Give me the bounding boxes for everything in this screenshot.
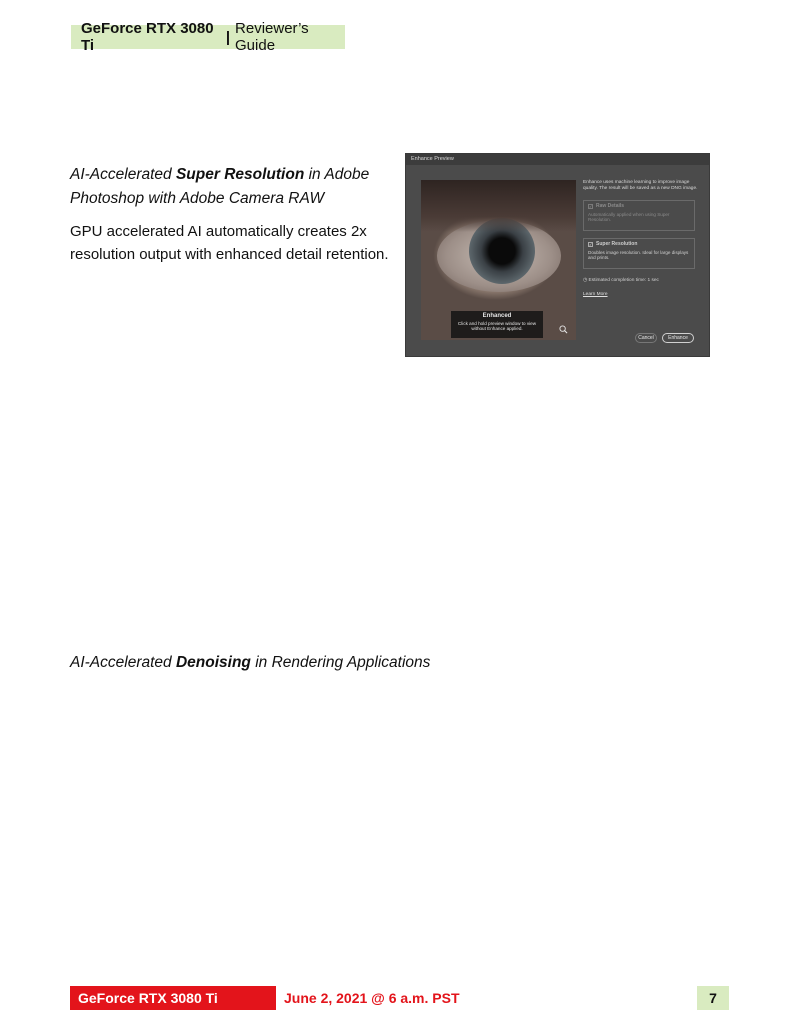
section2-title-bold: Denoising bbox=[175, 654, 251, 671]
super-resolution-label: Super Resolution bbox=[596, 241, 638, 247]
section2-title bbox=[70, 651, 470, 675]
footer-embargo: GeForce RTX 3080 Ti Embargo bbox=[70, 986, 276, 1010]
section1-title-bold: Super Resolution bbox=[175, 166, 305, 183]
section1-title bbox=[70, 163, 390, 211]
learn-more-link[interactable]: Learn More bbox=[583, 292, 608, 297]
raw-details-label: Raw Details bbox=[596, 203, 625, 209]
raw-details-option bbox=[583, 200, 695, 231]
dialog-description: Enhance uses machine learning to improve image quality. The result will be saved as a new DNG image. bbox=[583, 180, 698, 191]
cancel-button[interactable]: Cancel bbox=[635, 333, 657, 343]
section1-title-line2: Photoshop with Adobe Camera RAW bbox=[70, 190, 325, 207]
header-tag bbox=[71, 20, 345, 54]
section1-title-suffix: in Adobe bbox=[304, 166, 370, 183]
clock-icon: ◷ bbox=[583, 278, 588, 283]
dialog-title: Enhance Preview bbox=[406, 154, 709, 165]
header-separator: | bbox=[225, 28, 231, 46]
super-resolution-option[interactable] bbox=[583, 238, 695, 269]
raw-details-checkbox: ✓ bbox=[589, 204, 593, 210]
super-resolution-desc: Doubles image resolution. Ideal for large displays and prints. bbox=[588, 249, 689, 261]
super-resolution-checkbox[interactable]: ✓ bbox=[589, 242, 593, 248]
section2-title-prefix: AI-Accelerated bbox=[70, 654, 176, 671]
enhanced-overlay-text: Click and hold preview window to view without Enhance applied. bbox=[457, 320, 537, 331]
raw-details-desc: Automatically applied when using Super Resolution. bbox=[588, 211, 670, 223]
footer-date: June 2, 2021 @ 6 a.m. PST bbox=[284, 990, 460, 1006]
section2-title-suffix: in Rendering Applications bbox=[250, 654, 431, 671]
header-product: GeForce RTX 3080 Ti bbox=[81, 20, 214, 54]
enhance-preview-dialog bbox=[405, 153, 710, 357]
section1-title-prefix: AI-Accelerated bbox=[70, 166, 176, 183]
estimated-time bbox=[583, 278, 659, 283]
page-number: 7 bbox=[697, 986, 729, 1010]
magnifier-icon[interactable] bbox=[559, 325, 568, 334]
estimated-time-text: Estimated completion time: 1 sec bbox=[588, 278, 659, 283]
enhance-button[interactable]: Enhance bbox=[662, 333, 694, 343]
enhanced-overlay-title: Enhanced bbox=[482, 313, 512, 319]
eye-lid bbox=[421, 180, 576, 232]
enhance-preview-image[interactable] bbox=[421, 180, 576, 340]
section1-body: GPU accelerated AI automatically creates 2x resolution output with enhanced detail retention. bbox=[70, 223, 389, 263]
header-guide: Reviewer’s Guide bbox=[235, 20, 309, 54]
enhanced-overlay bbox=[451, 311, 543, 338]
